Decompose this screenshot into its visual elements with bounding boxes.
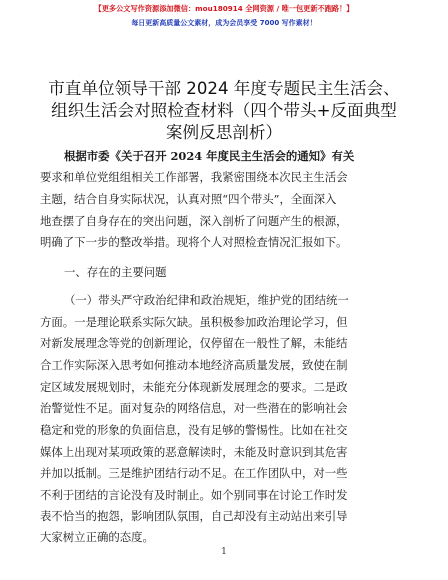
intro-line: 地查摆了自身存在的突出问题，深入剖析了问题产生的根源， xyxy=(40,214,348,228)
promo-banner-line-2: 每日更新高质量公文素材，成为会员享受 7000 写作素材！ xyxy=(131,19,317,27)
title-line-1: 市直单位领导干部 2024 年度专题民主生活会、 xyxy=(48,79,400,98)
body-line: 表不恰当的抱怨，影响团队氛围，自己却没有主动站出来引导 xyxy=(40,509,348,523)
body-line: 治警觉性不足。面对复杂的网络信息，对一些潜在的影响社会 xyxy=(40,401,348,415)
body-line: 媒体上出现对某项政策的恶意解读时，未能及时意识到其危害 xyxy=(40,445,348,459)
body-line: 合工作实际深入思考如何推动本地经济高质量发展，致使在制 xyxy=(40,358,348,372)
body-line: 稳定和党的形象的负面信息，没有足够的警惕性。比如在社交 xyxy=(40,423,348,437)
page-number: 1 xyxy=(221,547,227,557)
promo-banner-line-1: 【更多公文写作资源添加微信：mou180914 全网资源 / 唯一包更新不跑路！】 xyxy=(94,4,354,13)
title-line-2: 组织生活会对照检查材料（四个带头+反面典型 xyxy=(51,101,397,120)
section-heading: 一、存在的主要问题 xyxy=(64,265,167,279)
intro-line: 主题，结合自身实际状况，认真对照“四个带头”，全面深入 xyxy=(40,192,337,206)
title-line-3: 案例反思剖析） xyxy=(165,123,283,142)
body-line: 不利于团结的言论没有及时制止。如个别同事在讨论工作时发 xyxy=(40,488,348,502)
body-line: （一）带头严守政治纪律和政治规矩，维护党的团结统一 xyxy=(64,293,349,307)
intro-line: 根据市委《关于召开 2024 年度民主生活会的通知》有关 xyxy=(64,149,355,163)
intro-line: 要求和单位党组组相关工作部署，我紧密围绕本次民主生活会 xyxy=(40,170,348,184)
body-line: 定区域发展规划时，未能充分体现新发展理念的要求。二是政 xyxy=(40,380,348,394)
body-line: 大家树立正确的态度。 xyxy=(40,530,154,544)
body-line: 方面。一是理论联系实际欠缺。虽积极参加政治理论学习，但 xyxy=(40,315,348,329)
document-title xyxy=(40,78,408,144)
intro-line: 明确了下一步的整改举措。现将个人对照检查情况汇报如下。 xyxy=(40,235,348,249)
body-line: 并加以抵制。三是维护团结行动不足。在工作团队中，对一些 xyxy=(40,466,348,480)
body-line: 对新发展理念等党的创新理论，仅停留在一般性了解，未能结 xyxy=(40,336,348,350)
